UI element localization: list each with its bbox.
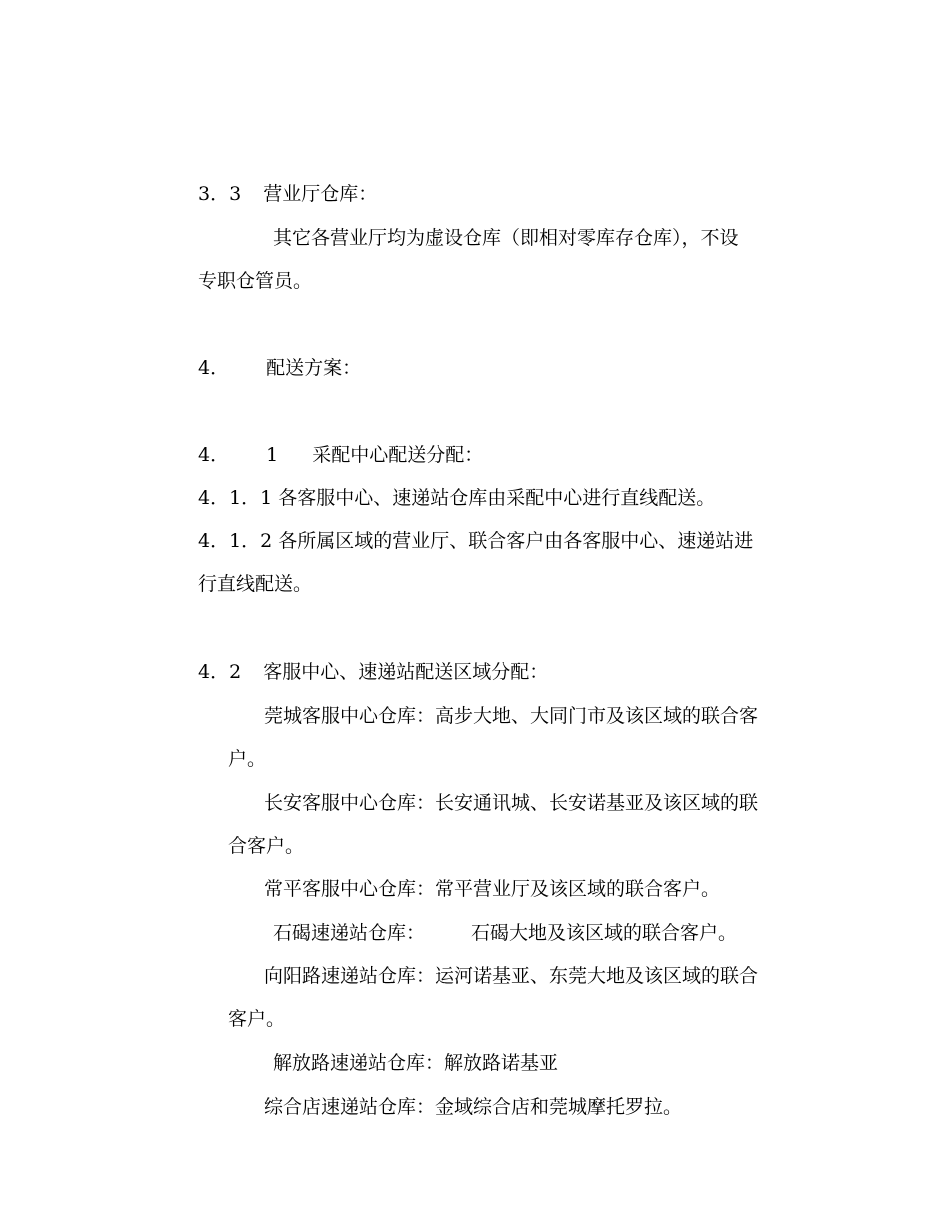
- heading-4-1: [198, 444, 483, 466]
- heading-number: 4．: [198, 357, 230, 379]
- heading-4-2: [198, 661, 548, 683]
- list-item-continuation: 合客户。: [228, 835, 305, 857]
- list-item: 综合店速递站仓库：金域综合店和莞城摩托罗拉。: [264, 1096, 683, 1118]
- list-item: 解放路速递站仓库：解放路诺基亚: [273, 1052, 559, 1074]
- list-item: 4．1．1 各客服中心、速递站仓库由采配中心进行直线配送。: [198, 487, 716, 509]
- list-item-continuation: 行直线配送。: [198, 573, 313, 595]
- heading-number: 4．: [198, 444, 230, 466]
- list-item: 4．1．2 各所属区域的营业厅、联合客户由各客服中心、速递站进: [198, 530, 754, 552]
- list-item: 莞城客服中心仓库：高步大地、大同门市及该区域的联合客: [264, 705, 759, 727]
- list-item-continuation: 户。: [228, 748, 267, 770]
- list-item: [273, 922, 737, 944]
- list-item: 长安客服中心仓库：长安通讯城、长安诺基亚及该区域的联: [264, 792, 759, 814]
- paragraph-line: 其它各营业厅均为虚设仓库（即相对零库存仓库），不设: [273, 227, 739, 249]
- heading-number: 3．3: [198, 183, 242, 205]
- item-text: 石碣大地及该区域的联合客户。: [471, 922, 738, 944]
- heading-text: 营业厅仓库：: [263, 183, 378, 205]
- heading-3-3: [198, 183, 377, 205]
- heading-number: 4．2: [198, 661, 242, 683]
- heading-4: [198, 357, 361, 379]
- heading-text: 配送方案：: [266, 357, 362, 379]
- list-item: 常平客服中心仓库：常平营业厅及该区域的联合客户。: [264, 878, 721, 900]
- heading-text: 采配中心配送分配：: [312, 444, 484, 466]
- list-item-continuation: 客户。: [228, 1008, 286, 1030]
- list-item: 向阳路速递站仓库：运河诺基亚、东莞大地及该区域的联合: [264, 965, 759, 987]
- heading-subnumber: 1: [266, 444, 279, 466]
- paragraph-line: 专职仓管员。: [198, 270, 313, 292]
- item-label: 石碣速递站仓库：: [273, 922, 426, 944]
- heading-text: 客服中心、速递站配送区域分配：: [263, 661, 549, 683]
